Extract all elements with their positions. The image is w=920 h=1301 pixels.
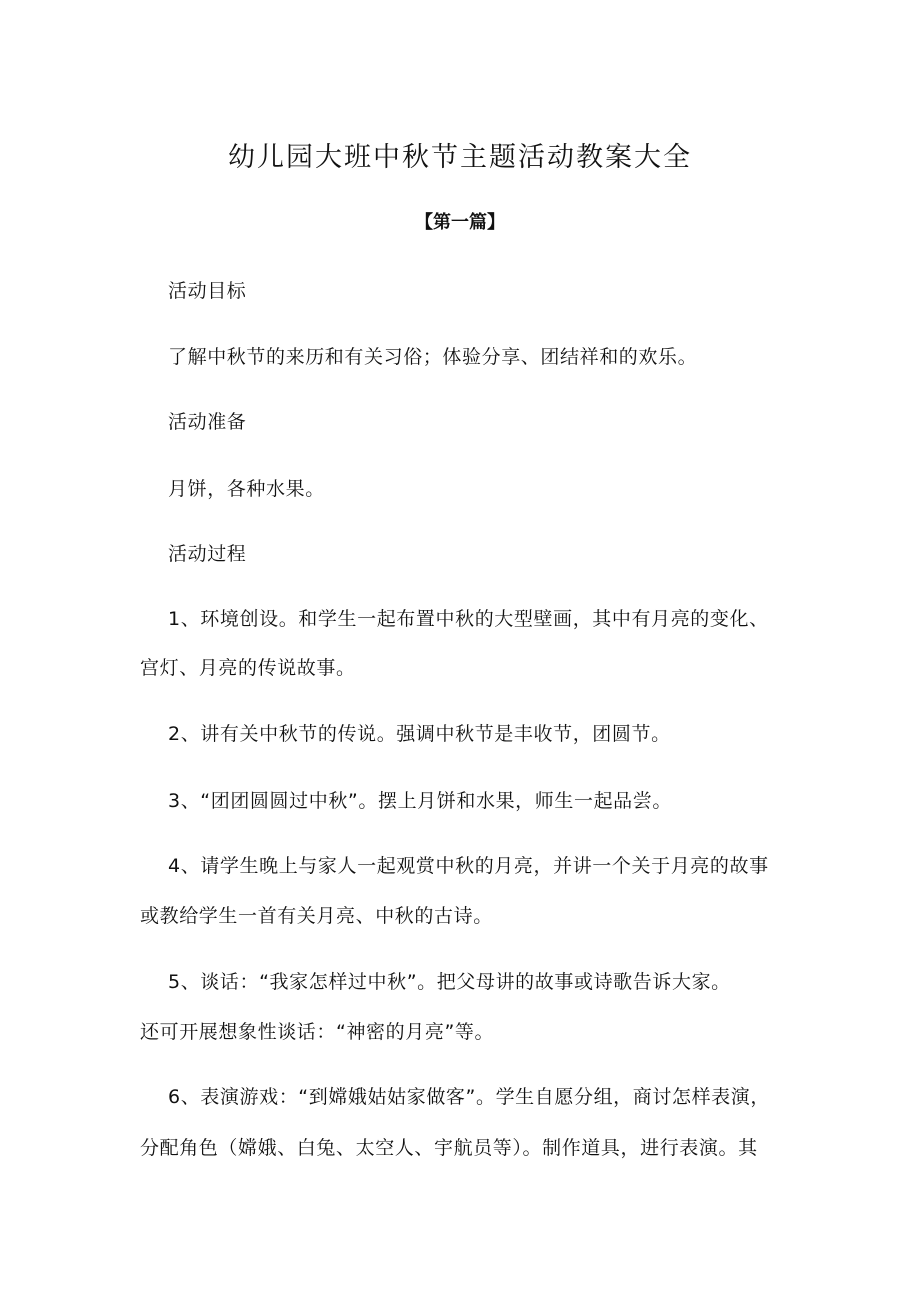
- paragraph-step-1: 1、环境创设。和学生一起布置中秋的大型壁画，其中有月亮的变化、: [168, 608, 769, 630]
- paragraph-step-4: 4、请学生晚上与家人一起观赏中秋的月亮，并讲一个关于月亮的故事: [168, 855, 769, 877]
- paragraph-step-2: 2、讲有关中秋节的传说。强调中秋节是丰收节，团圆节。: [168, 723, 671, 745]
- paragraph-step-5-cont: 还可开展想象性谈话：“神密的月亮”等。: [140, 1021, 495, 1043]
- paragraph-step-6-cont: 分配角色（嫦娥、白兔、太空人、宇航员等）。制作道具，进行表演。其: [140, 1137, 758, 1159]
- paragraph-step-5: 5、谈话：“我家怎样过中秋”。把父母讲的故事或诗歌告诉大家。: [168, 971, 731, 993]
- heading-activity-preparation: 活动准备: [168, 411, 247, 433]
- section-heading: 【第一篇】: [415, 212, 505, 233]
- paragraph-goal: 了解中秋节的来历和有关习俗；体验分享、团结祥和的欢乐。: [168, 346, 698, 368]
- paragraph-step-6: 6、表演游戏：“到嫦娥姑姑家做客”。学生自愿分组，商讨怎样表演，: [168, 1086, 770, 1108]
- paragraph-step-1-cont: 宫灯、月亮的传说故事。: [140, 657, 356, 679]
- document-title: 幼儿园大班中秋节主题活动教案大全: [228, 142, 692, 173]
- paragraph-step-3: 3、“团团圆圆过中秋”。摆上月饼和水果，师生一起品尝。: [168, 790, 672, 812]
- paragraph-preparation: 月饼，各种水果。: [168, 478, 325, 500]
- heading-activity-process: 活动过程: [168, 543, 247, 565]
- paragraph-step-4-cont: 或教给学生一首有关月亮、中秋的古诗。: [140, 905, 493, 927]
- heading-activity-goal: 活动目标: [168, 280, 247, 302]
